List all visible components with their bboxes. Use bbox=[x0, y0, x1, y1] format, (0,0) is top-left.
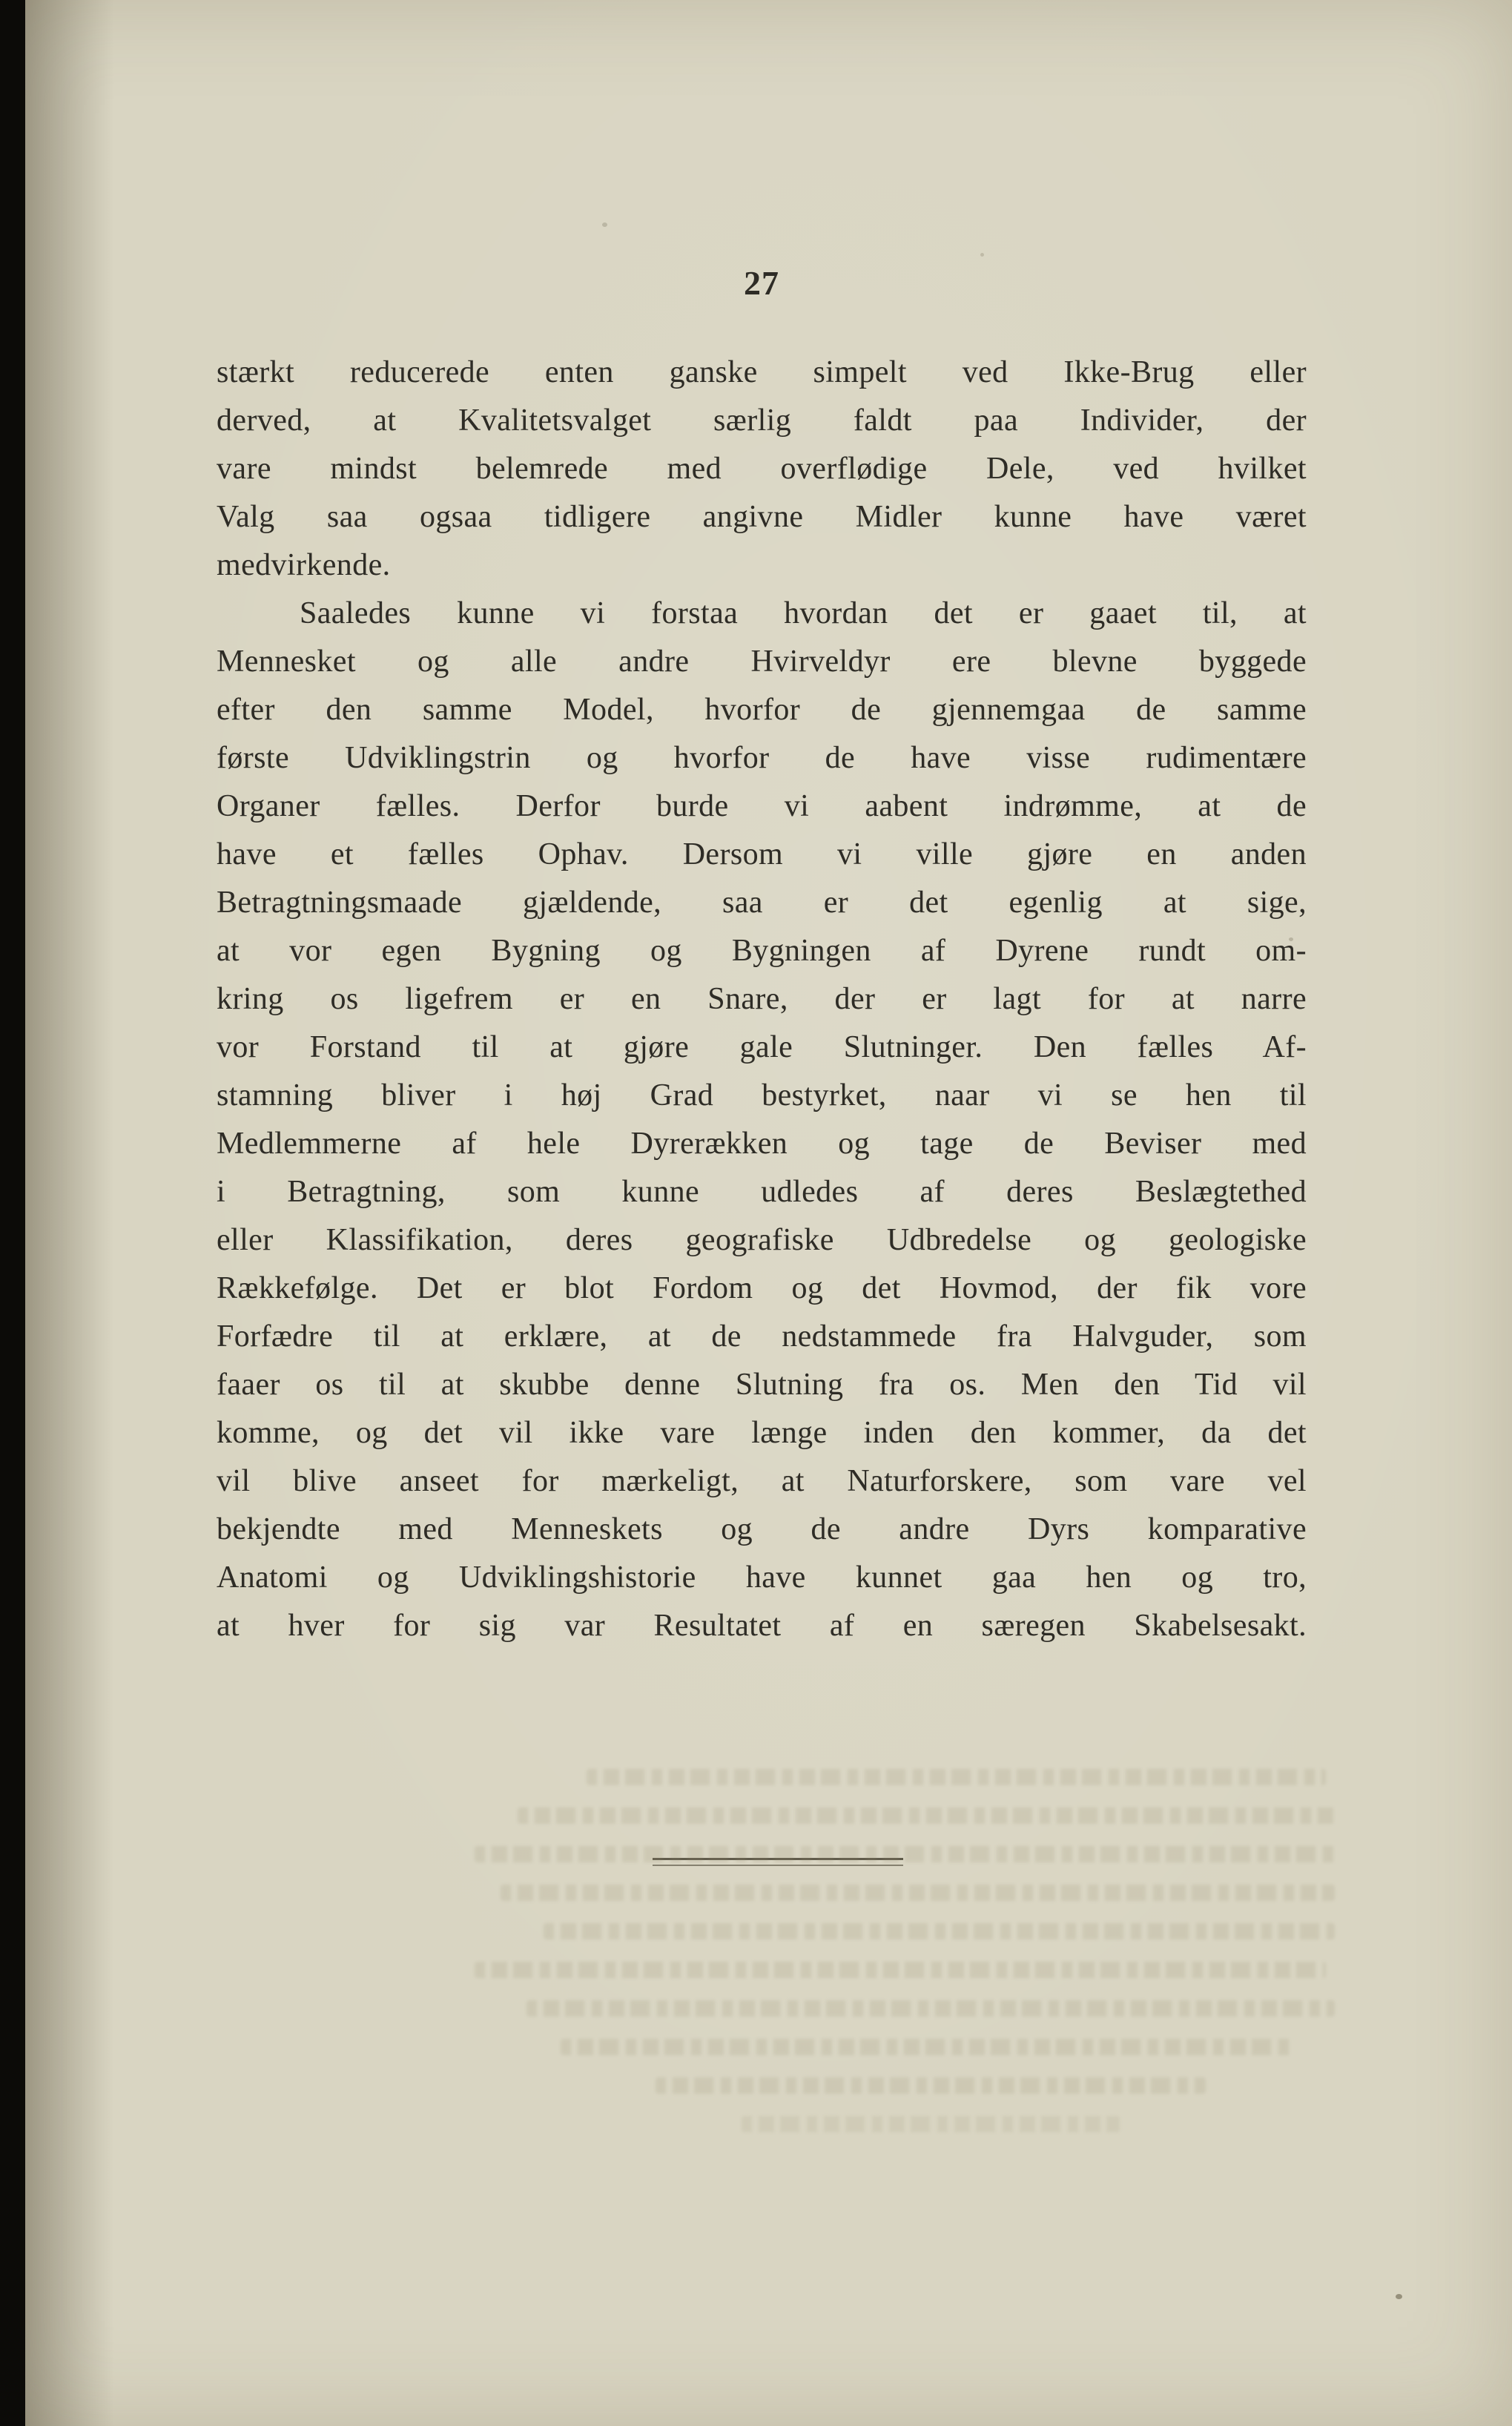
text-line: bekjendte med Menneskets og de andre Dyrs komparative bbox=[217, 1512, 1307, 1546]
text-line: Valg saa ogsaa tidligere angivne Midler kunne have været bbox=[217, 500, 1307, 534]
paper-speck bbox=[1289, 937, 1293, 941]
scan-gutter-edge bbox=[0, 0, 25, 2426]
text-line: stærkt reducerede enten ganske simpelt ved Ikke-Brug eller bbox=[217, 355, 1307, 389]
bleed-through-line bbox=[475, 1962, 1326, 1978]
text-line: medvirkende. bbox=[217, 548, 391, 582]
text-line: vare mindst belemrede med overflødige Dele, ved hvilket bbox=[217, 452, 1307, 486]
paper-speck bbox=[602, 223, 607, 227]
text-line: kring os ligefrem er en Snare, der er lagt for at narre bbox=[217, 982, 1307, 1016]
bleed-through-line bbox=[742, 2116, 1120, 2132]
text-line: komme, og det vil ikke vare længe inden den kommer, da det bbox=[217, 1416, 1307, 1450]
text-line: faaer os til at skubbe denne Slutning fra os. Men den Tid vil bbox=[217, 1368, 1307, 1402]
paper-speck bbox=[980, 253, 984, 257]
reverse-side-bleed-through bbox=[475, 1769, 1335, 2155]
scan-gutter-shadow bbox=[25, 0, 114, 2426]
paragraph bbox=[217, 349, 1307, 590]
paper-speck bbox=[1396, 2294, 1402, 2299]
text-line: Betragtningsmaade gjældende, saa er det egenlig at sige, bbox=[217, 886, 1307, 920]
text-line: vor Forstand til at gjøre gale Slutninger. Den fælles Af- bbox=[217, 1030, 1307, 1064]
text-line: Anatomi og Udviklingshistorie have kunnet gaa hen og tro, bbox=[217, 1560, 1307, 1595]
text-line: efter den samme Model, hvorfor de gjennemgaa de samme bbox=[217, 693, 1307, 727]
text-line: Mennesket og alle andre Hvirveldyr ere blevne byggede bbox=[217, 645, 1307, 679]
bleed-through-line bbox=[518, 1807, 1335, 1824]
bleed-through-line bbox=[475, 1846, 1335, 1862]
bleed-through-line bbox=[656, 2077, 1206, 2094]
text-line: Organer fælles. Derfor burde vi aabent indrømme, at de bbox=[217, 789, 1307, 823]
text-line: eller Klassifikation, deres geografiske Udbredelse og geologiske bbox=[217, 1223, 1307, 1257]
text-line: Saaledes kunne vi forstaa hvordan det er gaaet til, at bbox=[300, 596, 1307, 630]
section-divider bbox=[653, 1858, 903, 1866]
bleed-through-line bbox=[561, 2039, 1292, 2055]
text-line: at hver for sig var Resultatet af en særegen Skabelsesakt. bbox=[217, 1609, 1307, 1643]
text-line: i Betragtning, som kunne udledes af deres Beslægtethed bbox=[217, 1175, 1307, 1209]
text-line: stamning bliver i høj Grad bestyrket, naar vi se hen til bbox=[217, 1078, 1307, 1113]
paragraph bbox=[217, 590, 1307, 1650]
text-line: første Udviklingstrin og hvorfor de have visse rudimentære bbox=[217, 741, 1307, 775]
text-body bbox=[217, 349, 1307, 1650]
text-line: derved, at Kvalitetsvalget særlig faldt paa Individer, der bbox=[217, 403, 1307, 438]
bleed-through-line bbox=[526, 2000, 1335, 2017]
text-line: have et fælles Ophav. Dersom vi ville gjøre en anden bbox=[217, 837, 1307, 871]
text-line: Forfædre til at erklære, at de nedstammede fra Halvguder, som bbox=[217, 1319, 1307, 1354]
page-number: 27 bbox=[744, 264, 779, 302]
bleed-through-line bbox=[544, 1923, 1335, 1939]
text-line: at vor egen Bygning og Bygningen af Dyrene rundt om- bbox=[217, 934, 1307, 968]
text-line: Rækkefølge. Det er blot Fordom og det Hovmod, der fik vore bbox=[217, 1271, 1307, 1305]
bleed-through-line bbox=[501, 1885, 1335, 1901]
text-line: vil blive anseet for mærkeligt, at Naturforskere, som vare vel bbox=[217, 1464, 1307, 1498]
text-line: Medlemmerne af hele Dyrerækken og tage de Beviser med bbox=[217, 1127, 1307, 1161]
bleed-through-line bbox=[587, 1769, 1327, 1785]
